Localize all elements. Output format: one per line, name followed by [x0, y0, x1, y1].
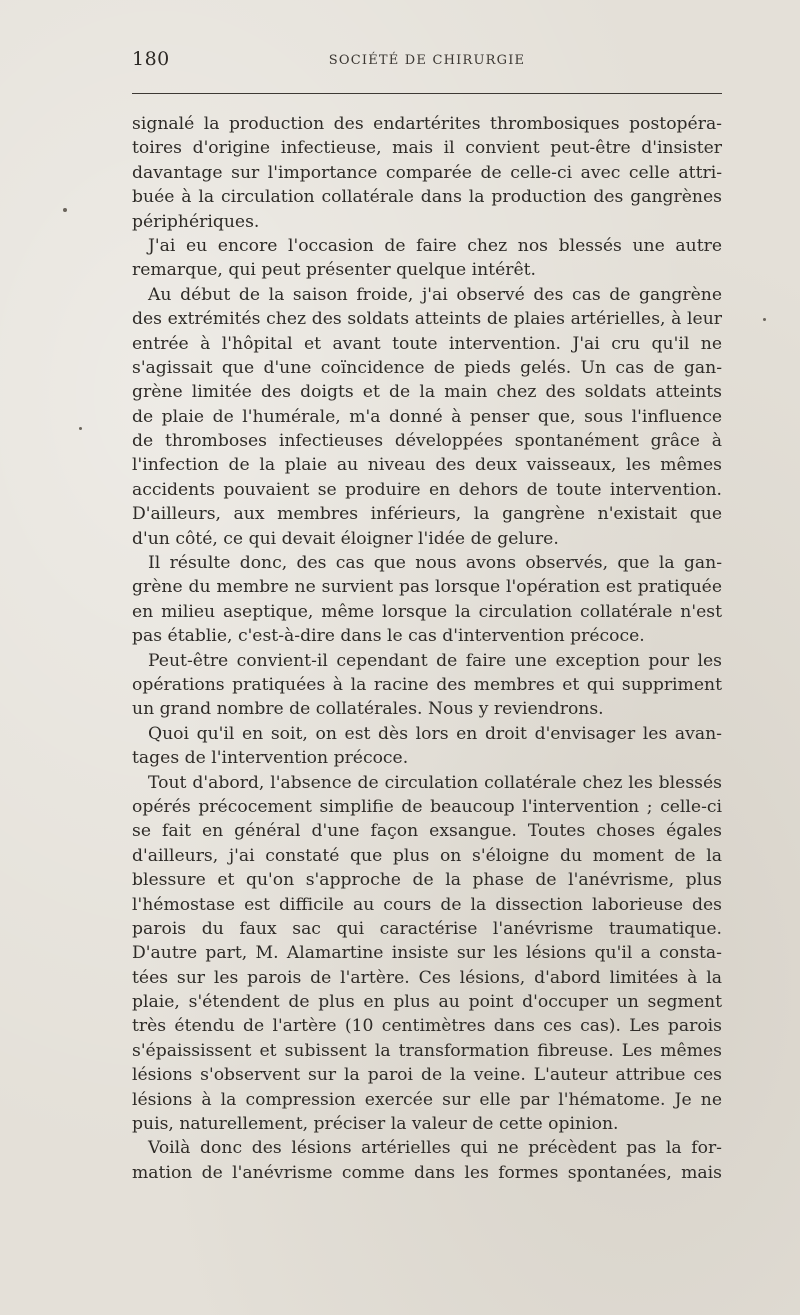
text-line: grène limitée des doigts et de la main chez des soldats atteints	[132, 382, 722, 403]
text-line: pas établie, c'est-à-dire dans le cas d'intervention précoce.	[132, 626, 645, 647]
text-line: Il résulte donc, des cas que nous avons observés, que la gan-	[148, 553, 722, 574]
text-line: lésions s'observent sur la paroi de la veine. L'auteur attribue ces	[132, 1065, 722, 1086]
text-line: plaie, s'étendent de plus en plus au point d'occuper un segment	[132, 992, 722, 1013]
text-line: un grand nombre de collatérales. Nous y reviendrons.	[132, 699, 604, 720]
text-line: D'autre part, M. Alamartine insiste sur les lésions qu'il a consta-	[132, 943, 722, 964]
running-title: SOCIÉTÉ DE CHIRURGIE	[328, 53, 526, 68]
text-line: opérés précocement simplifie de beaucoup l'intervention ; celle-ci	[132, 796, 722, 817]
text-line: Au début de la saison froide, j'ai observé des cas de gangrène	[148, 284, 722, 305]
text-line: d'ailleurs, j'ai constaté que plus on s'éloigne du moment de la	[132, 845, 722, 866]
page-header	[132, 48, 722, 84]
text-line: Tout d'abord, l'absence de circulation collatérale chez les blessés	[148, 772, 722, 793]
body-text	[132, 112, 722, 1185]
text-line: l'hémostase est difficile au cours de la dissection laborieuse des	[132, 894, 722, 915]
text-line: Peut-être convient-il cependant de faire une exception pour les	[148, 650, 722, 671]
text-line: tages de l'intervention précoce.	[132, 748, 409, 769]
text-line: des extrémités chez des soldats atteints de plaies artérielles, à leur	[132, 309, 722, 330]
text-line: en milieu aseptique, même lorsque la circulation collatérale n'est	[132, 601, 722, 622]
text-line: Quoi qu'il en soit, on est dès lors en droit d'envisager les avan-	[148, 723, 722, 744]
text-line: buée à la circulation collatérale dans la production des gangrènes	[132, 187, 722, 208]
text-line: J'ai eu encore l'occasion de faire chez nos blessés une autre	[148, 235, 722, 256]
text-line: grène du membre ne survient pas lorsque l'opération est pratiquée	[132, 577, 722, 598]
text-line: puis, naturellement, préciser la valeur de cette opinion.	[132, 1114, 619, 1135]
text-line: entrée à l'hôpital et avant toute intervention. J'ai cru qu'il ne	[132, 333, 722, 354]
text-line: signalé la production des endartérites thrombosiques postopéra-	[132, 114, 722, 134]
text-line: s'agissait que d'une coïncidence de pieds gelés. Un cas de gan-	[132, 357, 722, 378]
margin-speck	[79, 427, 82, 430]
margin-speck	[63, 208, 67, 212]
text-line: de thromboses infectieuses développées spontanément grâce à	[132, 431, 722, 452]
text-line: remarque, qui peut présenter quelque intérêt.	[132, 260, 537, 281]
text-line: parois du faux sac qui caractérise l'anévrisme traumatique.	[132, 918, 722, 939]
margin-speck	[763, 318, 766, 321]
text-line: Voilà donc des lésions artérielles qui ne précèdent pas la for-	[148, 1138, 722, 1159]
text-line: toires d'origine infectieuse, mais il convient peut-être d'insister	[132, 138, 722, 159]
text-line: très étendu de l'artère (10 centimètres dans ces cas). Les parois	[132, 1016, 722, 1037]
text-line: lésions à la compression exercée sur elle par l'hématome. Je ne	[132, 1089, 722, 1110]
header-rule	[132, 93, 722, 94]
text-line: périphériques.	[132, 211, 260, 232]
text-line: d'un côté, ce qui devait éloigner l'idée de gelure.	[132, 528, 559, 549]
text-line: se fait en général d'une façon exsangue. Toutes choses égales	[132, 821, 722, 842]
text-line: davantage sur l'importance comparée de celle-ci avec celle attri-	[132, 162, 722, 183]
text-line: blessure et qu'on s'approche de la phase de l'anévrisme, plus	[132, 870, 722, 891]
text-line: s'épaississent et subissent la transformation fibreuse. Les mêmes	[132, 1040, 722, 1061]
text-line: mation de l'anévrisme comme dans les formes spontanées, mais	[132, 1162, 722, 1183]
text-line: D'ailleurs, aux membres inférieurs, la gangrène n'existait que	[132, 504, 722, 525]
page-number: 180	[132, 48, 170, 70]
text-line: opérations pratiquées à la racine des membres et qui suppriment	[132, 674, 722, 695]
text-line: tées sur les parois de l'artère. Ces lésions, d'abord limitées à la	[132, 967, 722, 988]
text-line: de plaie de l'humérale, m'a donné à penser que, sous l'influence	[132, 406, 722, 427]
text-line: accidents pouvaient se produire en dehors de toute intervention.	[132, 479, 722, 500]
text-line: l'infection de la plaie au niveau des deux vaisseaux, les mêmes	[132, 455, 722, 476]
